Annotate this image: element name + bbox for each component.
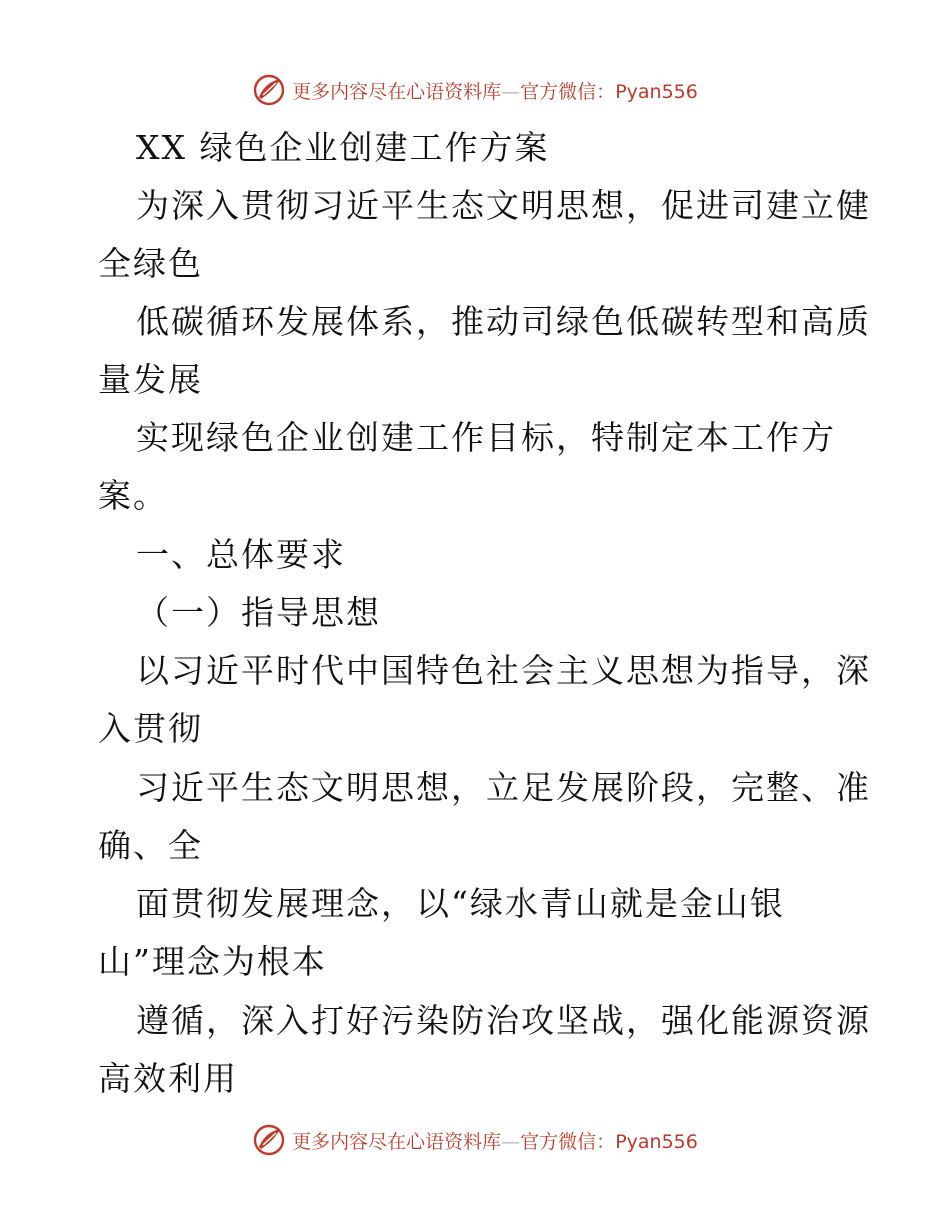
paragraph-line: 确、全 (98, 826, 203, 865)
separator: — (501, 1130, 521, 1153)
document-title: XX 绿色企业创建工作方案 (136, 128, 550, 167)
paragraph-line: 案。 (98, 476, 168, 515)
section-heading: 一、总体要求 (136, 535, 346, 574)
paragraph-line: 山”理念为根本 (98, 942, 327, 981)
paragraph-line: 入贯彻 (98, 709, 203, 748)
wechat-id: Pyan556 (615, 1130, 698, 1153)
subsection-heading: （一）指导思想 (136, 593, 381, 632)
footer-watermark-banner (0, 1120, 950, 1160)
paragraph-line: 低碳循环发展体系，推动司绿色低碳转型和高质 (136, 302, 871, 341)
paragraph-line: 以习近平时代中国特色社会主义思想为指导，深 (136, 651, 871, 690)
brand-logo-icon (252, 73, 286, 107)
brand-text: 更多内容尽在心语资料库 (292, 1130, 502, 1153)
watermark-text (292, 1127, 698, 1154)
watermark-text (292, 77, 698, 104)
paragraph-line: 为深入贯彻习近平生态文明思想，促进司建立健 (136, 186, 871, 225)
paragraph-line: 全绿色 (98, 244, 203, 283)
wechat-id: Pyan556 (615, 80, 698, 103)
paragraph-line: 遵循，深入打好污染防治攻坚战，强化能源资源 (136, 1001, 871, 1040)
paragraph-line: 高效利用 (98, 1059, 238, 1098)
paragraph-line: 习近平生态文明思想，立足发展阶段，完整、准 (136, 768, 871, 807)
brand-logo-icon (252, 1123, 286, 1157)
wechat-label: 官方微信： (520, 80, 616, 103)
brand-text: 更多内容尽在心语资料库 (292, 80, 502, 103)
paragraph-line: 实现绿色企业创建工作目标，特制定本工作方 (136, 418, 836, 457)
paragraph-line: 面贯彻发展理念，以“绿水青山就是金山银 (136, 884, 785, 923)
header-watermark-banner (0, 70, 950, 110)
paragraph-line: 量发展 (98, 360, 203, 399)
separator: — (501, 80, 521, 103)
wechat-label: 官方微信： (520, 1130, 616, 1153)
